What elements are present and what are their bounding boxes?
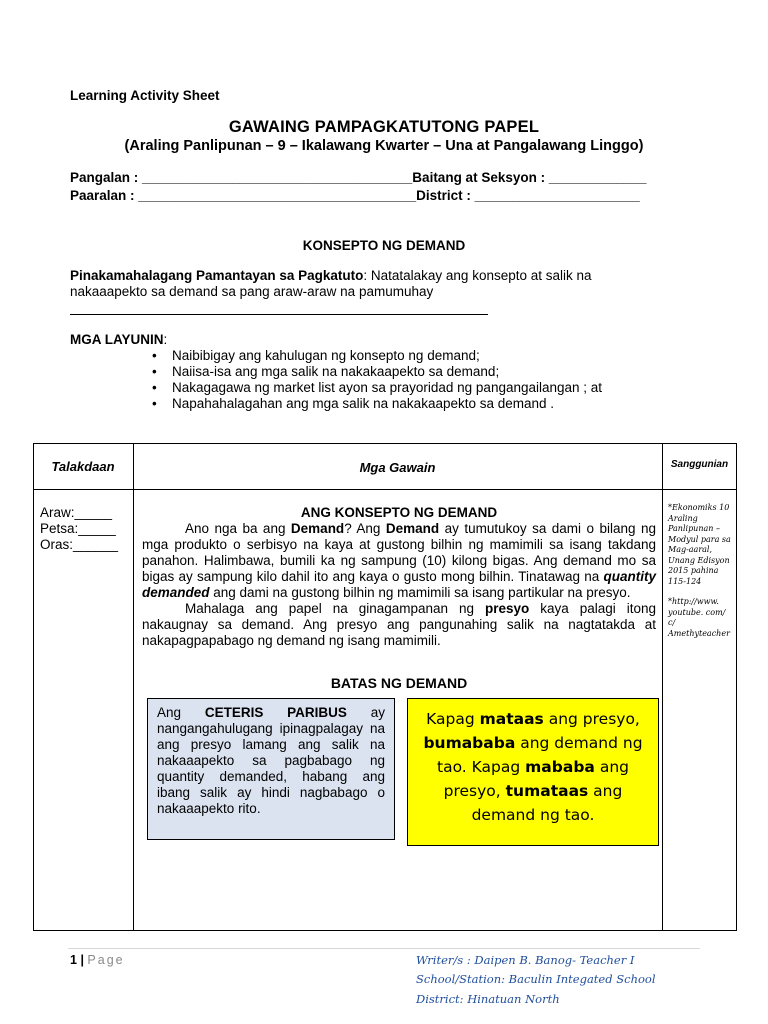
text-run: ang presyo, <box>543 710 640 728</box>
text-run: ? Ang <box>344 521 386 536</box>
objectives-heading-text: MGA LAYUNIN <box>70 332 164 347</box>
footer-rule <box>68 948 700 949</box>
form-line-pangalan[interactable]: Pangalan : ____________________________________Baitang at Seksyon : _____________ <box>70 170 647 185</box>
table-divider <box>662 443 663 931</box>
reference-link[interactable]: *http://www. youtube. com/ c/ Amethyteacher <box>668 597 730 638</box>
objectives-heading <box>70 332 167 347</box>
text-run-bold: bumababa <box>423 734 516 752</box>
oras-field[interactable]: Oras:______ <box>40 537 119 552</box>
footer-writer: Writer/s : Daipen B. Banog- Teacher I <box>416 953 635 967</box>
text-run-bold: CETERIS PARIBUS <box>204 705 347 720</box>
konsepto-paragraph-2 <box>142 601 656 649</box>
petsa-field[interactable]: Petsa:_____ <box>40 521 116 536</box>
text-run-bold: mababa <box>525 758 595 776</box>
table-header-divider <box>33 489 737 490</box>
text-run: Mahalaga ang papel na ginagampanan ng <box>185 601 485 616</box>
text-run: Ano nga ba ang <box>185 521 291 536</box>
table-header-sanggunian: Sanggunian <box>670 459 729 470</box>
konsepto-paragraph-1 <box>142 521 656 601</box>
footer-district: District: Hinatuan North <box>416 992 560 1006</box>
batas-heading: BATAS NG DEMAND <box>330 675 468 691</box>
konsepto-heading: ANG KONSEPTO NG DEMAND <box>300 505 498 520</box>
law-of-demand-box <box>407 698 659 846</box>
text-run: ay tumutukoy sa dami o bilang ng mga produkto o serbisyo na kaya at gustong bilhin ng mamimili sa isang takdang panahon. Halimbawa, bumili ka ng sampung (10) kilong bigas. Ang demand mo sa bigas ay sampung kilo dahil ito ang kaya o gusto mong bilhin. Tinatawag na <box>142 521 656 584</box>
table-divider <box>133 443 134 931</box>
form-line-paaralan[interactable]: Paaralan : _____________________________________District : ______________________ <box>70 188 640 203</box>
text-run: ang presyo, <box>443 758 629 800</box>
schedule-fields <box>40 505 118 553</box>
text-run-bold: Demand <box>385 521 440 536</box>
page-subtitle: (Araling Panlipunan – 9 – Ikalawang Kwarter – Una at Pangalawang Linggo) <box>124 138 644 154</box>
ceteris-paribus-box <box>147 698 395 840</box>
text-run-bold: presyo <box>485 601 530 616</box>
text-run: ay nangangahulugang ipinagpalagay na ang presyo lamang ang salik na nakaaapekto sa pagbabago ng quantity demanded, habang ang ibang salik ay hindi nagbabago o nakaaapekto rito. <box>157 705 385 816</box>
reference-book: *Ekonomiks 10 Araling Panlipunan – Modyul para sa Mag-aaral, Unang Edisyon 2015 pahina 115-124 <box>668 503 731 586</box>
text-run: ang demand ng tao. <box>471 782 623 824</box>
references <box>668 503 732 639</box>
page-number-value: 1 <box>70 953 77 967</box>
learning-standard-text: : Natatalakay ang konsepto at salik na nakaaapekto sa demand sa pang araw-araw na pamumuhay <box>70 268 592 299</box>
konsepto-content <box>142 505 656 649</box>
table-header-talakdaan: Talakdaan <box>51 459 115 474</box>
page-word: Page <box>87 953 125 967</box>
objectives-heading-colon: : <box>163 332 168 347</box>
section-title: KONSEPTO NG DEMAND <box>302 238 466 253</box>
objective-item: • Nakagagawa ng market list ayon sa prayoridad ng pangangailangan ; at <box>150 380 710 396</box>
text-run-bold: Demand <box>290 521 345 536</box>
divider-line <box>70 314 488 315</box>
table-header-gawain: Mga Gawain <box>359 460 436 475</box>
text-run: kaya palagi itong nakaugnay sa demand. Ang presyo ang pangunahing salik na nagtatakda at nakapagpapabago ng demand ng isang mamimili. <box>142 601 656 648</box>
page-number-separator: | <box>80 953 84 967</box>
objectives-list <box>150 348 710 412</box>
objective-item: • Napahahalagahan ang mga salik na nakakaapekto sa demand . <box>150 396 710 412</box>
araw-field[interactable]: Araw:_____ <box>40 505 113 520</box>
text-run: Ang <box>157 705 205 720</box>
sheet-label: Learning Activity Sheet <box>70 88 220 103</box>
text-run: ang demand ng tao. Kapag <box>437 734 643 776</box>
learning-standard-label: Pinakamahalagang Pamantayan sa Pagkatuto <box>70 268 364 283</box>
text-run-bold-italic: quantity demanded <box>142 569 656 600</box>
objective-item: • Naibibigay ang kahulugan ng konsepto ng demand; <box>150 348 710 364</box>
text-run: Kapag <box>426 710 480 728</box>
page-number <box>70 953 125 967</box>
text-run: ang dami na gustong bilhin ng mamimili sa isang partikular na presyo. <box>209 585 631 600</box>
text-run-bold: mataas <box>479 710 544 728</box>
text-run-bold: tumataas <box>505 782 589 800</box>
objective-item: • Naiisa-isa ang mga salik na nakakaapekto sa demand; <box>150 364 710 380</box>
page-title: GAWAING PAMPAGKATUTONG PAPEL <box>228 118 540 136</box>
learning-standard <box>70 268 670 300</box>
footer-school: School/Station: Baculin Integated School <box>416 972 656 986</box>
